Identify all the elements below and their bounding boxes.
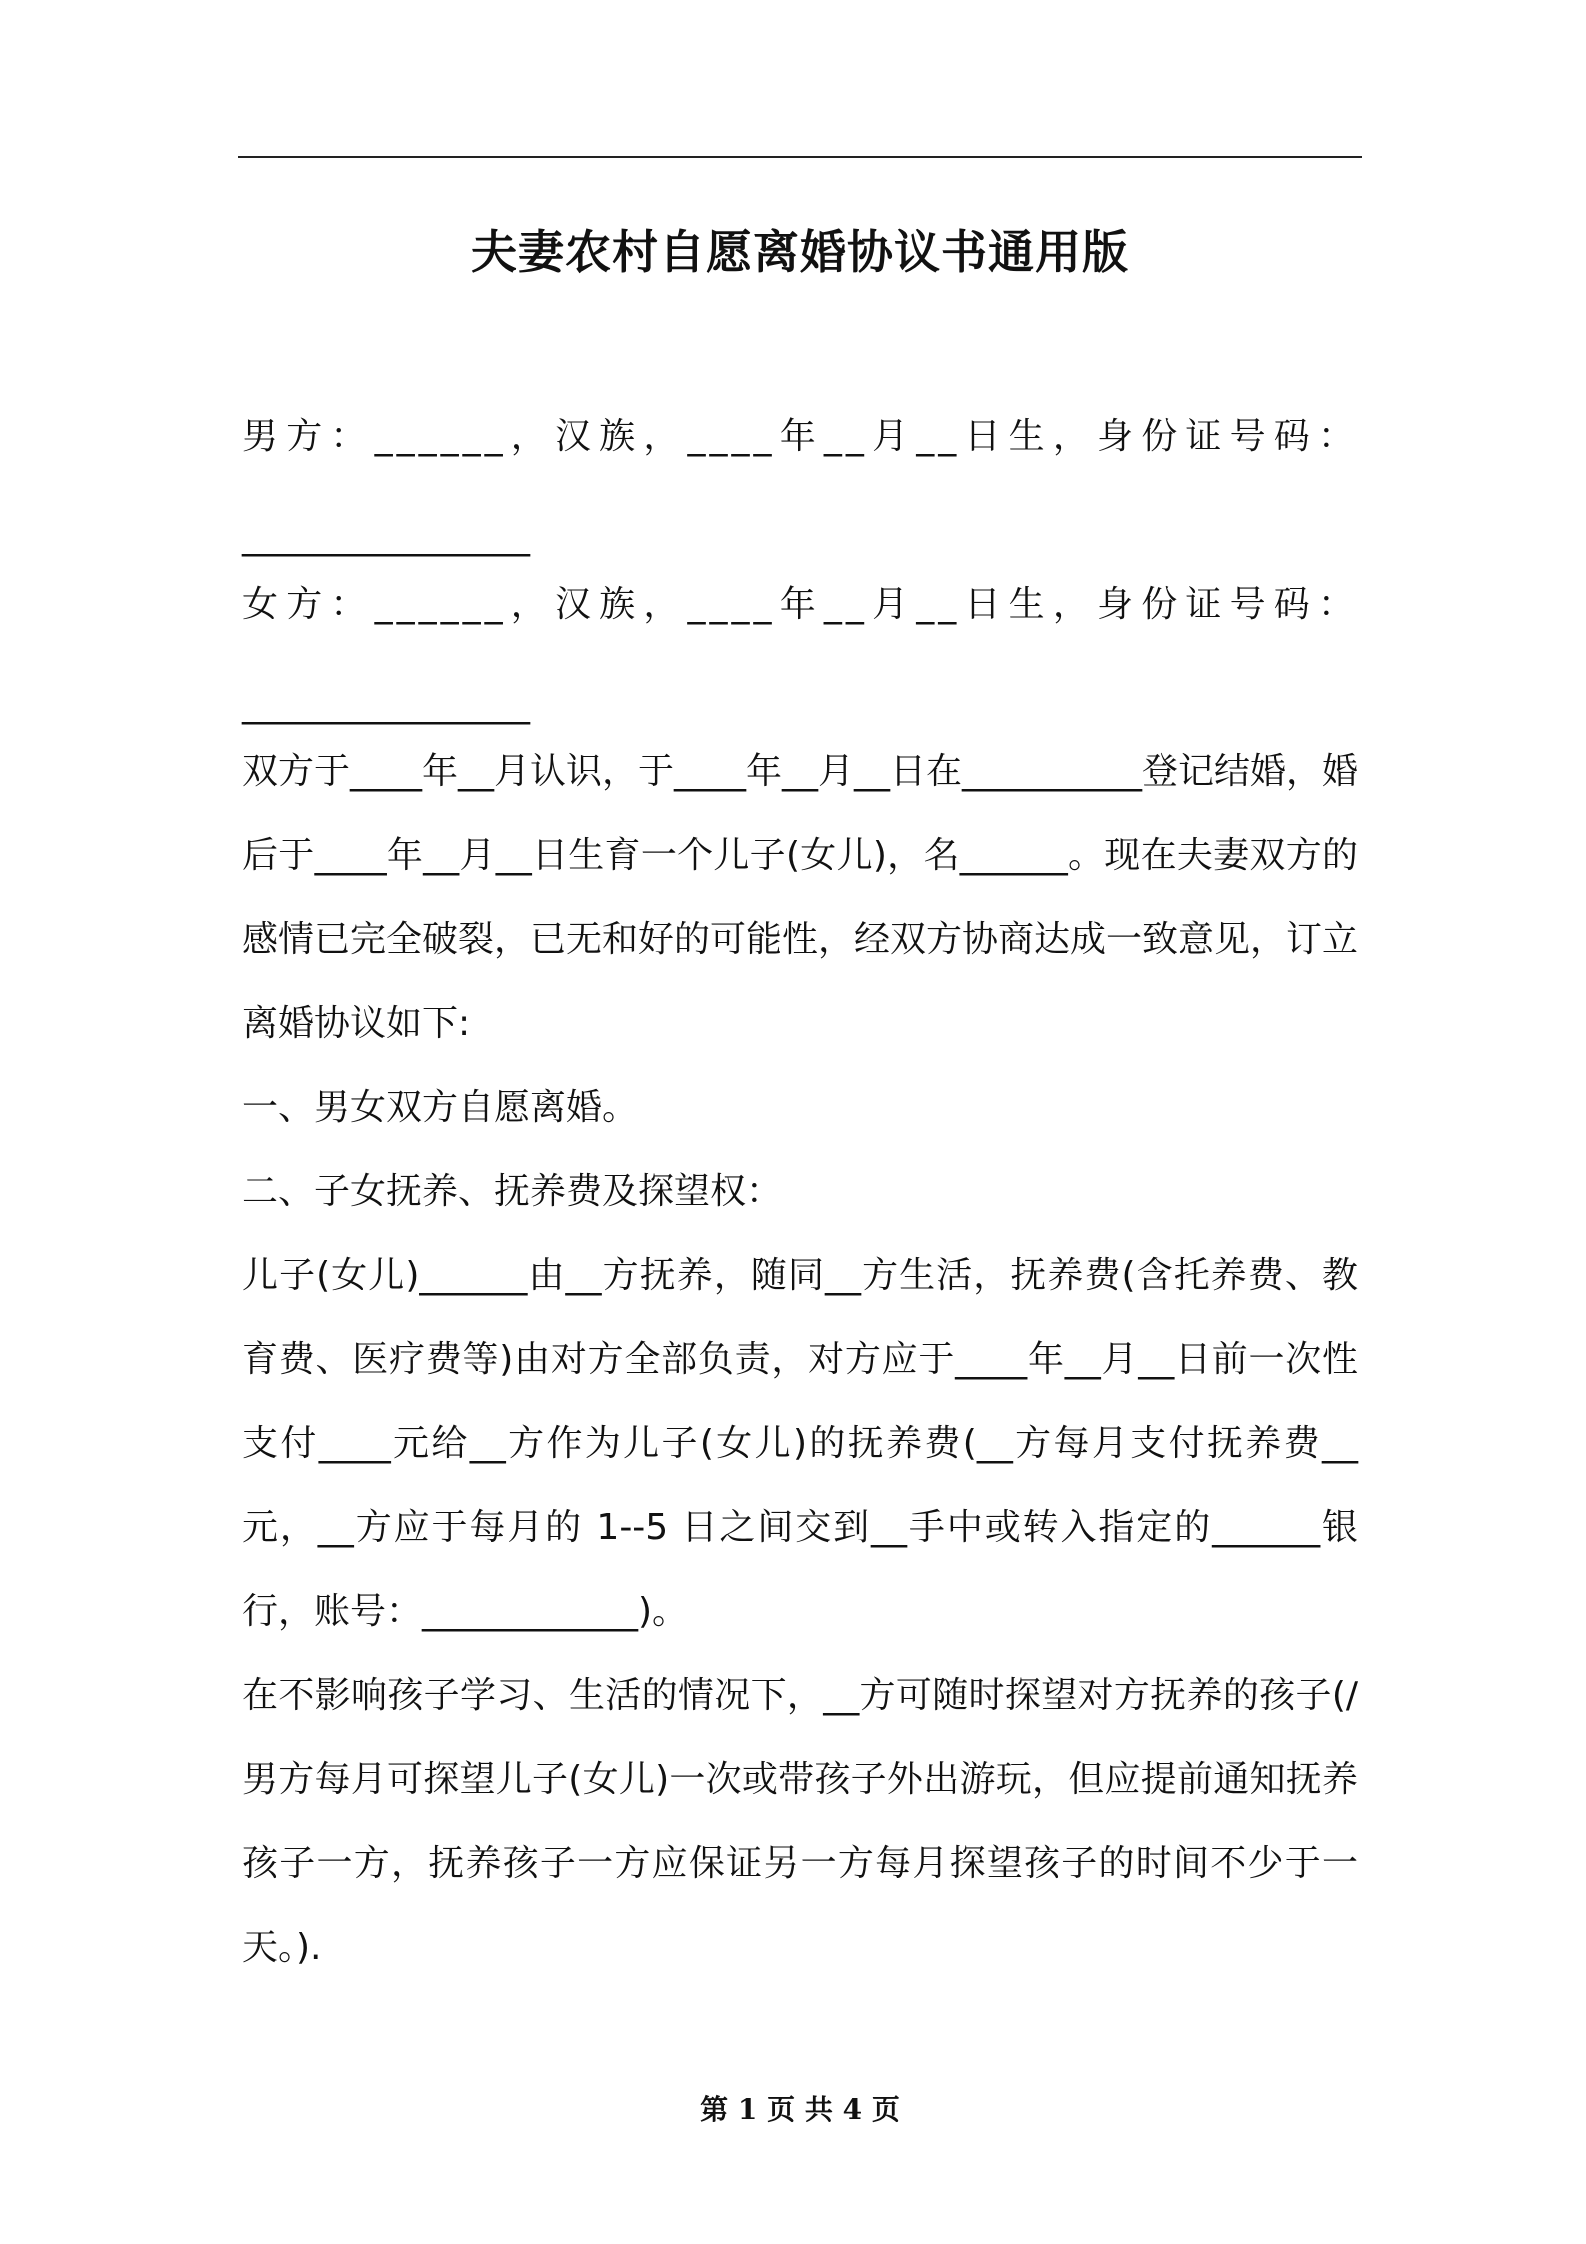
- male-id-blank: ________________: [242, 516, 530, 557]
- document-title: 夫妻农村自愿离婚协议书通用版: [471, 225, 1129, 279]
- header-divider: [238, 156, 1362, 158]
- female-party-line: 女方：______，汉族，____年__月__日生，身份证号码：: [242, 584, 1358, 625]
- clause-2-visitation-paragraph: 在不影响孩子学习、生活的情况下，__方可随时探望对方抚养的孩子(/男方每月可探望儿子(女儿)一次或带孩子外出游玩，但应提前通知抚养孩子一方，抚养孩子一方应保证另一方每月探望孩子的时间不少于一天。).: [242, 1675, 1358, 1968]
- page-number-footer: 第 1 页 共 4 页: [700, 2093, 900, 2126]
- clause-1: 一、男女双方自愿离婚。: [242, 1087, 639, 1128]
- male-party-line: 男方：______，汉族，____年__月__日生，身份证号码：: [242, 416, 1358, 457]
- intro-paragraph: 双方于____年__月认识，于____年__月__日在__________登记结婚，婚后于____年__月__日生育一个儿子(女儿)，名______。现在夫妻双方的感情已完全破裂，已无和好的可能性，经双方协商达成一致意见，订立离婚协议如下:: [242, 751, 1359, 1044]
- female-id-blank: ________________: [242, 684, 530, 725]
- clause-2-support-paragraph: 儿子(女儿)______由__方抚养，随同__方生活，抚养费(含托养费、教育费、医疗费等)由对方全部负责，对方应于____年__月__日前一次性支付____元给__方作为儿子(女儿)的抚养费(__方每月支付抚养费__元，__方应于每月的 1--5 日之间交到__手中或转入指定的______银行，账号：____________)。: [242, 1255, 1358, 1632]
- clause-2-heading: 二、子女抚养、抚养费及探望权：: [242, 1171, 783, 1212]
